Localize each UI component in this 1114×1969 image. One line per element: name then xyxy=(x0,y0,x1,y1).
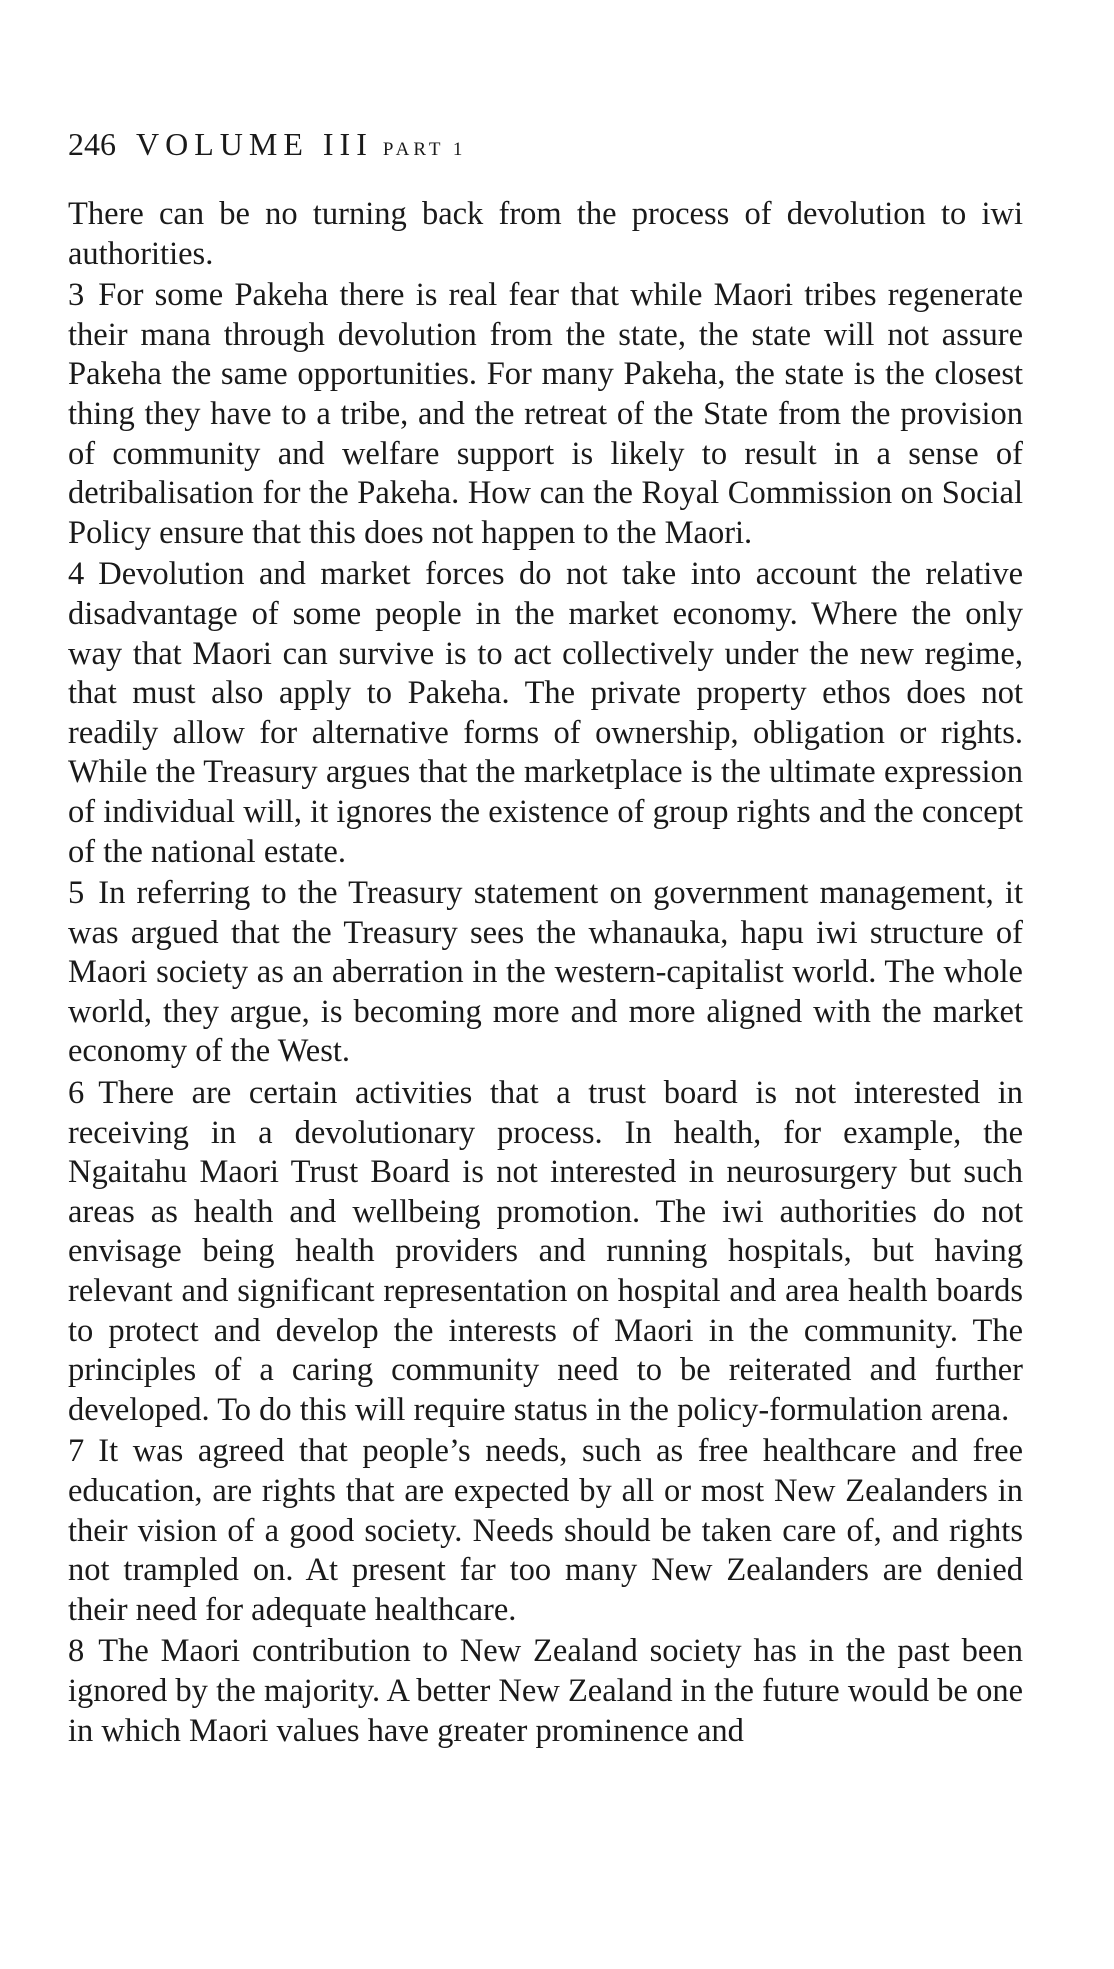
paragraph-7 xyxy=(68,1432,1023,1630)
paragraph-number: 7 xyxy=(68,1433,85,1470)
paragraph-text: The Maori contribution to New Zealand society has in the past been ignored by the majority. A better New Zealand in the future would be one in which Maori values have greater prominence and xyxy=(68,1633,1023,1749)
paragraph-5 xyxy=(68,874,1023,1072)
page-number: 246 xyxy=(68,126,116,162)
paragraph-text: In referring to the Treasury statement on government management, it was argued that the Treasury sees the whanauka, hapu iwi structure of Maori society as an aberration in the western-capitalist world. The whole world, they argue, is becoming more and more aligned with the market economy of the West. xyxy=(68,875,1023,1070)
body-text xyxy=(68,195,1023,1751)
paragraph-text: There are certain activities that a trust board is not interested in receiving in a devolutionary process. In health, for example, the Ngaitahu Maori Trust Board is not interested in neurosurgery but such areas as health and wellbeing promotion. The iwi authorities do not envisage being health providers and running hospitals, but having relevant and significant representation on hospital and area health boards to protect and develop the interests of Maori in the community. The principles of a caring community need to be reiterated and further developed. To do this will require status in the policy-formulation arena. xyxy=(68,1075,1023,1428)
paragraph-text: Devolution and market forces do not take into account the relative disadvantage of some people in the market economy. Where the only way that Maori can survive is to act collectively under the new regime, that must also apply to Pakeha. The private property ethos does not readily allow for alternative forms of ownership, obligation or rights. While the Treasury argues that the marketplace is the ultimate expression of individual will, it ignores the existence of group rights and the concept of the national estate. xyxy=(68,556,1023,870)
paragraph-text: It was agreed that people’s needs, such as free healthcare and free education, are rights that are expected by all or most New Zealanders in their vision of a good society. Needs should be taken care of, and rights not trampled on. At present far too many New Zealanders are denied their need for adequate healthcare. xyxy=(68,1433,1023,1628)
paragraph-8 xyxy=(68,1632,1023,1751)
paragraph-number: 5 xyxy=(68,875,85,912)
volume-label: VOLUME III xyxy=(136,126,373,162)
paragraph-number: 4 xyxy=(68,556,85,593)
paragraph-number: 8 xyxy=(68,1633,85,1670)
paragraph-text: There can be no turning back from the process of devolution to iwi authorities. xyxy=(68,196,1023,272)
paragraph-number: 6 xyxy=(68,1075,85,1112)
running-head xyxy=(68,124,466,170)
part-label: PART 1 xyxy=(382,139,467,160)
paragraph-text: For some Pakeha there is real fear that while Maori tribes regenerate their mana through devolution from the state, the state will not assure Pakeha the same opportunities. For many Pakeha, the state is the closest thing they have to a tribe, and the retreat of the State from the provision of community and welfare support is likely to result in a sense of detribalisation for the Pakeha. How can the Royal Commission on Social Policy ensure that this does not happen to the Maori. xyxy=(68,277,1023,551)
paragraph-3 xyxy=(68,276,1023,553)
paragraph-continued xyxy=(68,195,1023,274)
paragraph-6 xyxy=(68,1074,1023,1430)
paragraph-number: 3 xyxy=(68,277,85,314)
paragraph-4 xyxy=(68,555,1023,872)
